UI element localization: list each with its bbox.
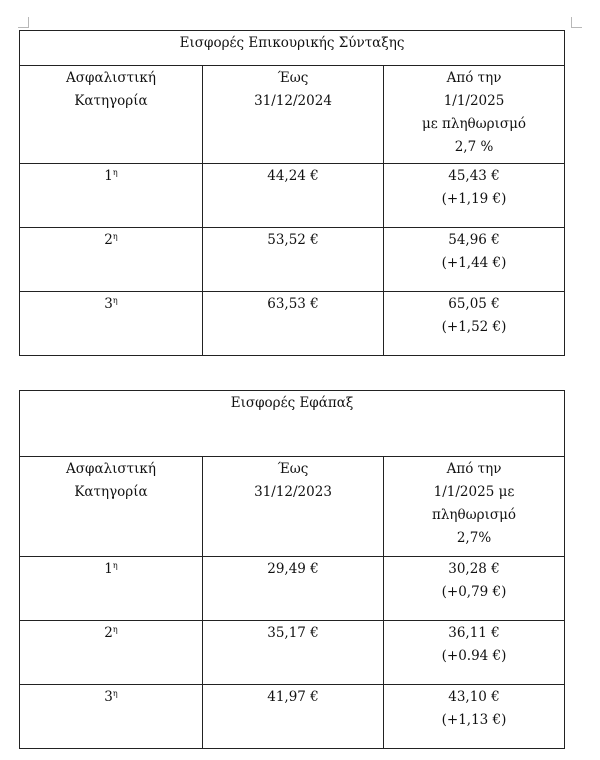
old-amount-cell: 53,52 € xyxy=(203,228,384,292)
category-cell: $3^\eta$ xyxy=(20,292,203,356)
new-amount-cell: 45,43 € (+1,19 €) xyxy=(384,164,565,228)
category-cell: $1^\eta$ xyxy=(20,557,203,621)
header-until-date: Έως 31/12/2024 xyxy=(203,66,384,164)
category-cell: $2^\eta$ xyxy=(20,228,203,292)
old-amount-cell: 41,97 € xyxy=(203,685,384,749)
table-row xyxy=(20,228,565,292)
category-cell: $2^\eta$ xyxy=(20,621,203,685)
lump-sum-contributions-table xyxy=(19,390,565,749)
table-header-row xyxy=(20,66,565,164)
table-row xyxy=(20,685,565,749)
page-corner-mark-top-right xyxy=(571,17,582,28)
header-from-date: Από την 1/1/2025 με πληθωρισμό 2,7 % xyxy=(384,66,565,164)
header-category: Ασφαλιστική Κατηγορία xyxy=(20,66,203,164)
old-amount-cell: 29,49 € xyxy=(203,557,384,621)
old-amount-cell: 63,53 € xyxy=(203,292,384,356)
page-corner-mark-top-left xyxy=(18,17,29,28)
table-title: Εισφορές Εφάπαξ xyxy=(20,391,565,457)
new-amount-cell: 43,10 € (+1,13 €) xyxy=(384,685,565,749)
old-amount-cell: 44,24 € xyxy=(203,164,384,228)
new-amount-cell: 36,11 € (+0.94 €) xyxy=(384,621,565,685)
header-until-date: Έως 31/12/2023 xyxy=(203,457,384,557)
new-amount-cell: 30,28 € (+0,79 €) xyxy=(384,557,565,621)
old-amount-cell: 35,17 € xyxy=(203,621,384,685)
table-row xyxy=(20,621,565,685)
category-cell: $3^\eta$ xyxy=(20,685,203,749)
table-row xyxy=(20,164,565,228)
header-from-date: Από την 1/1/2025 με πληθωρισμό 2,7% xyxy=(384,457,565,557)
new-amount-cell: 65,05 € (+1,52 €) xyxy=(384,292,565,356)
supplementary-pension-contributions-table xyxy=(19,30,565,356)
new-amount-cell: 54,96 € (+1,44 €) xyxy=(384,228,565,292)
table-title: Εισφορές Επικουρικής Σύνταξης xyxy=(20,31,565,66)
table-row xyxy=(20,557,565,621)
header-category: Ασφαλιστική Κατηγορία xyxy=(20,457,203,557)
table-row xyxy=(20,292,565,356)
table-header-row xyxy=(20,457,565,557)
category-cell: $1^\eta$ xyxy=(20,164,203,228)
